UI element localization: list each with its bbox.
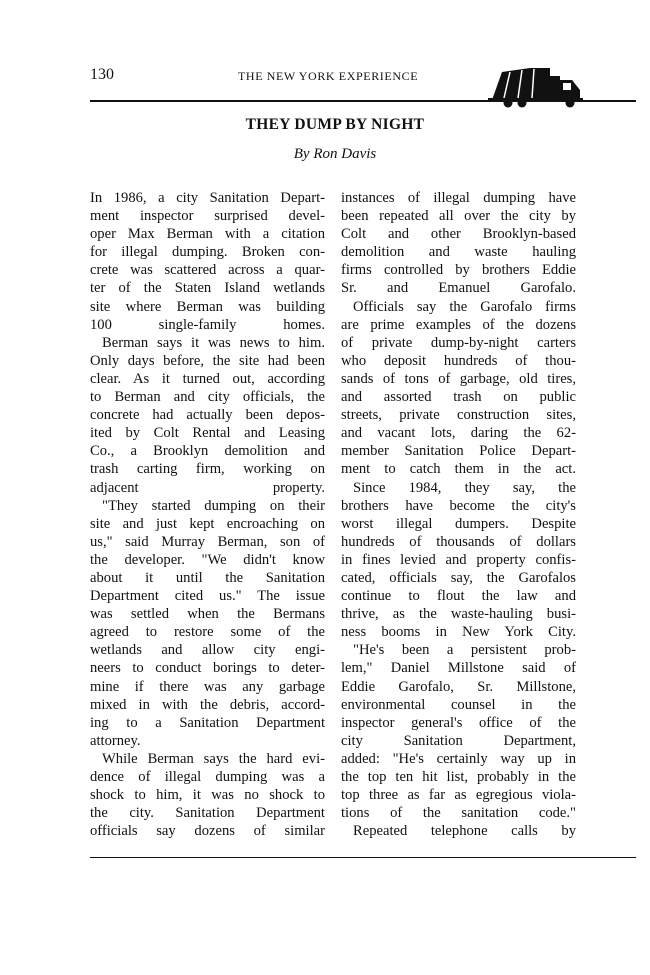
text-line: the top ten hit list, probably in the [341,769,576,785]
text-line: and vacant lots, daring the 62- [341,425,576,442]
text-line: the city. Sanitation Department [90,805,325,822]
text-line: dence of illegal dumping was a [90,769,325,785]
text-line: demolition and waste hauling [341,244,576,261]
text-line: for illegal dumping. Broken con- [90,244,325,261]
text-line: Eddie Garofalo, Sr. Millstone, [341,678,576,695]
text-line: firms controlled by brothers Eddie [341,262,576,279]
text-line: agreed to restore some of the [90,624,325,641]
text-line: Since 1984, they say, the [353,479,576,496]
text-line: Co., a Brooklyn demolition and [90,443,325,460]
running-head: THE NEW YORK EXPERIENCE [238,69,419,83]
text-line: adjacent property. [90,479,325,496]
text-line: ited by Colt Rental and Leasing [90,425,325,442]
text-line: tions of the sanitation code." [341,805,576,822]
text-line: continue to flout the law and [341,588,576,605]
footer-rule [90,857,636,858]
text-line: who deposit hundreds of thou- [341,352,576,369]
text-line: city Sanitation Department, [341,732,576,749]
text-line: been repeated all over the city by [341,208,576,225]
text-line: environmental counsel in the [341,696,576,713]
text-line: Repeated telephone calls by [353,823,576,840]
text-line: site and just kept encroaching on [90,515,325,532]
text-line: ment inspector surprised devel- [90,208,325,225]
text-line: ment to catch them in the act. [341,461,576,478]
text-line: clear. As it turned out, according [90,370,325,387]
text-line: top three as far as egregious viola- [341,787,576,804]
text-line: wetlands and allow city engi- [90,642,325,659]
article-title: THEY DUMP BY NIGHT [245,116,425,133]
text-line: oper Max Berman with a citation [90,226,325,243]
byline: By Ron Davis [293,146,377,162]
text-line: added: "He's certainly way up in [341,750,576,767]
text-line: ing to a Sanitation Department [90,714,325,731]
text-line: cated, officials say, the Garofalos [341,569,576,586]
text-line: to Berman and city officials, the [90,389,325,406]
text-line: Sr. and Emanuel Garofalo. [341,280,576,297]
text-line: Officials say the Garofalo firms [353,298,576,315]
text-line: instances of illegal dumping have [341,190,576,206]
text-line: was settled when the Bermans [90,606,325,623]
left-column [90,189,325,840]
text-line: streets, private construction sites, [341,407,576,424]
text-line: "He's been a persistent prob- [353,642,576,659]
right-column [341,189,576,840]
text-line: ness booms in New York City. [341,624,576,641]
text-line: 100 single-family homes. [90,316,325,333]
text-line: officials say dozens of similar [90,823,325,840]
page-number: 130 [90,66,114,83]
text-line: of private dump-by-night carters [341,334,576,351]
header-rule [90,100,636,102]
text-line: Only days before, the site had been [90,352,325,369]
text-line: thrive, as the waste-hauling busi- [341,606,576,623]
text-line: hundreds of thousands of dollars [341,533,576,550]
text-line: attorney. [90,732,141,749]
text-line: Department cited us." The issue [90,588,325,605]
text-line: neers to conduct borings to deter- [90,660,325,677]
text-line: Berman says it was news to him. [102,334,325,351]
text-line: sands of tons of garbage, old tires, [341,370,576,387]
text-line: lem," Daniel Millstone said of [341,660,576,677]
text-line: us," said Murray Berman, son of [90,533,325,550]
text-line: "They started dumping on their [102,497,325,514]
text-line: worst illegal dumpers. Despite [341,515,576,532]
text-line: concrete had actually been depos- [90,407,325,424]
text-line: are prime examples of the dozens [341,316,576,333]
text-line: in fines levied and property confis- [341,551,576,568]
text-line: about it until the Sanitation [90,569,325,586]
text-line: trash carting firm, working on [90,461,325,478]
text-line: inspector general's office of the [341,714,576,731]
text-line: mixed in with the debris, accord- [90,696,325,713]
text-line: mine if there was any garbage [90,678,325,695]
text-line: member Sanitation Police Depart- [341,443,576,460]
text-line: crete was scattered across a quar- [90,262,325,279]
text-line: the developer. "We didn't know [90,551,325,568]
text-line: While Berman says the hard evi- [102,750,325,767]
text-line: and assorted trash on public [341,389,576,406]
text-line: shock to him, it was no shock to [90,787,325,804]
text-line: brothers have become the city's [341,497,576,514]
text-line: site where Berman was building [90,298,325,315]
text-line: Colt and other Brooklyn-based [341,226,576,243]
text-line: ter of the Staten Island wetlands [90,280,325,297]
text-line: In 1986, a city Sanitation Depart- [90,190,325,206]
